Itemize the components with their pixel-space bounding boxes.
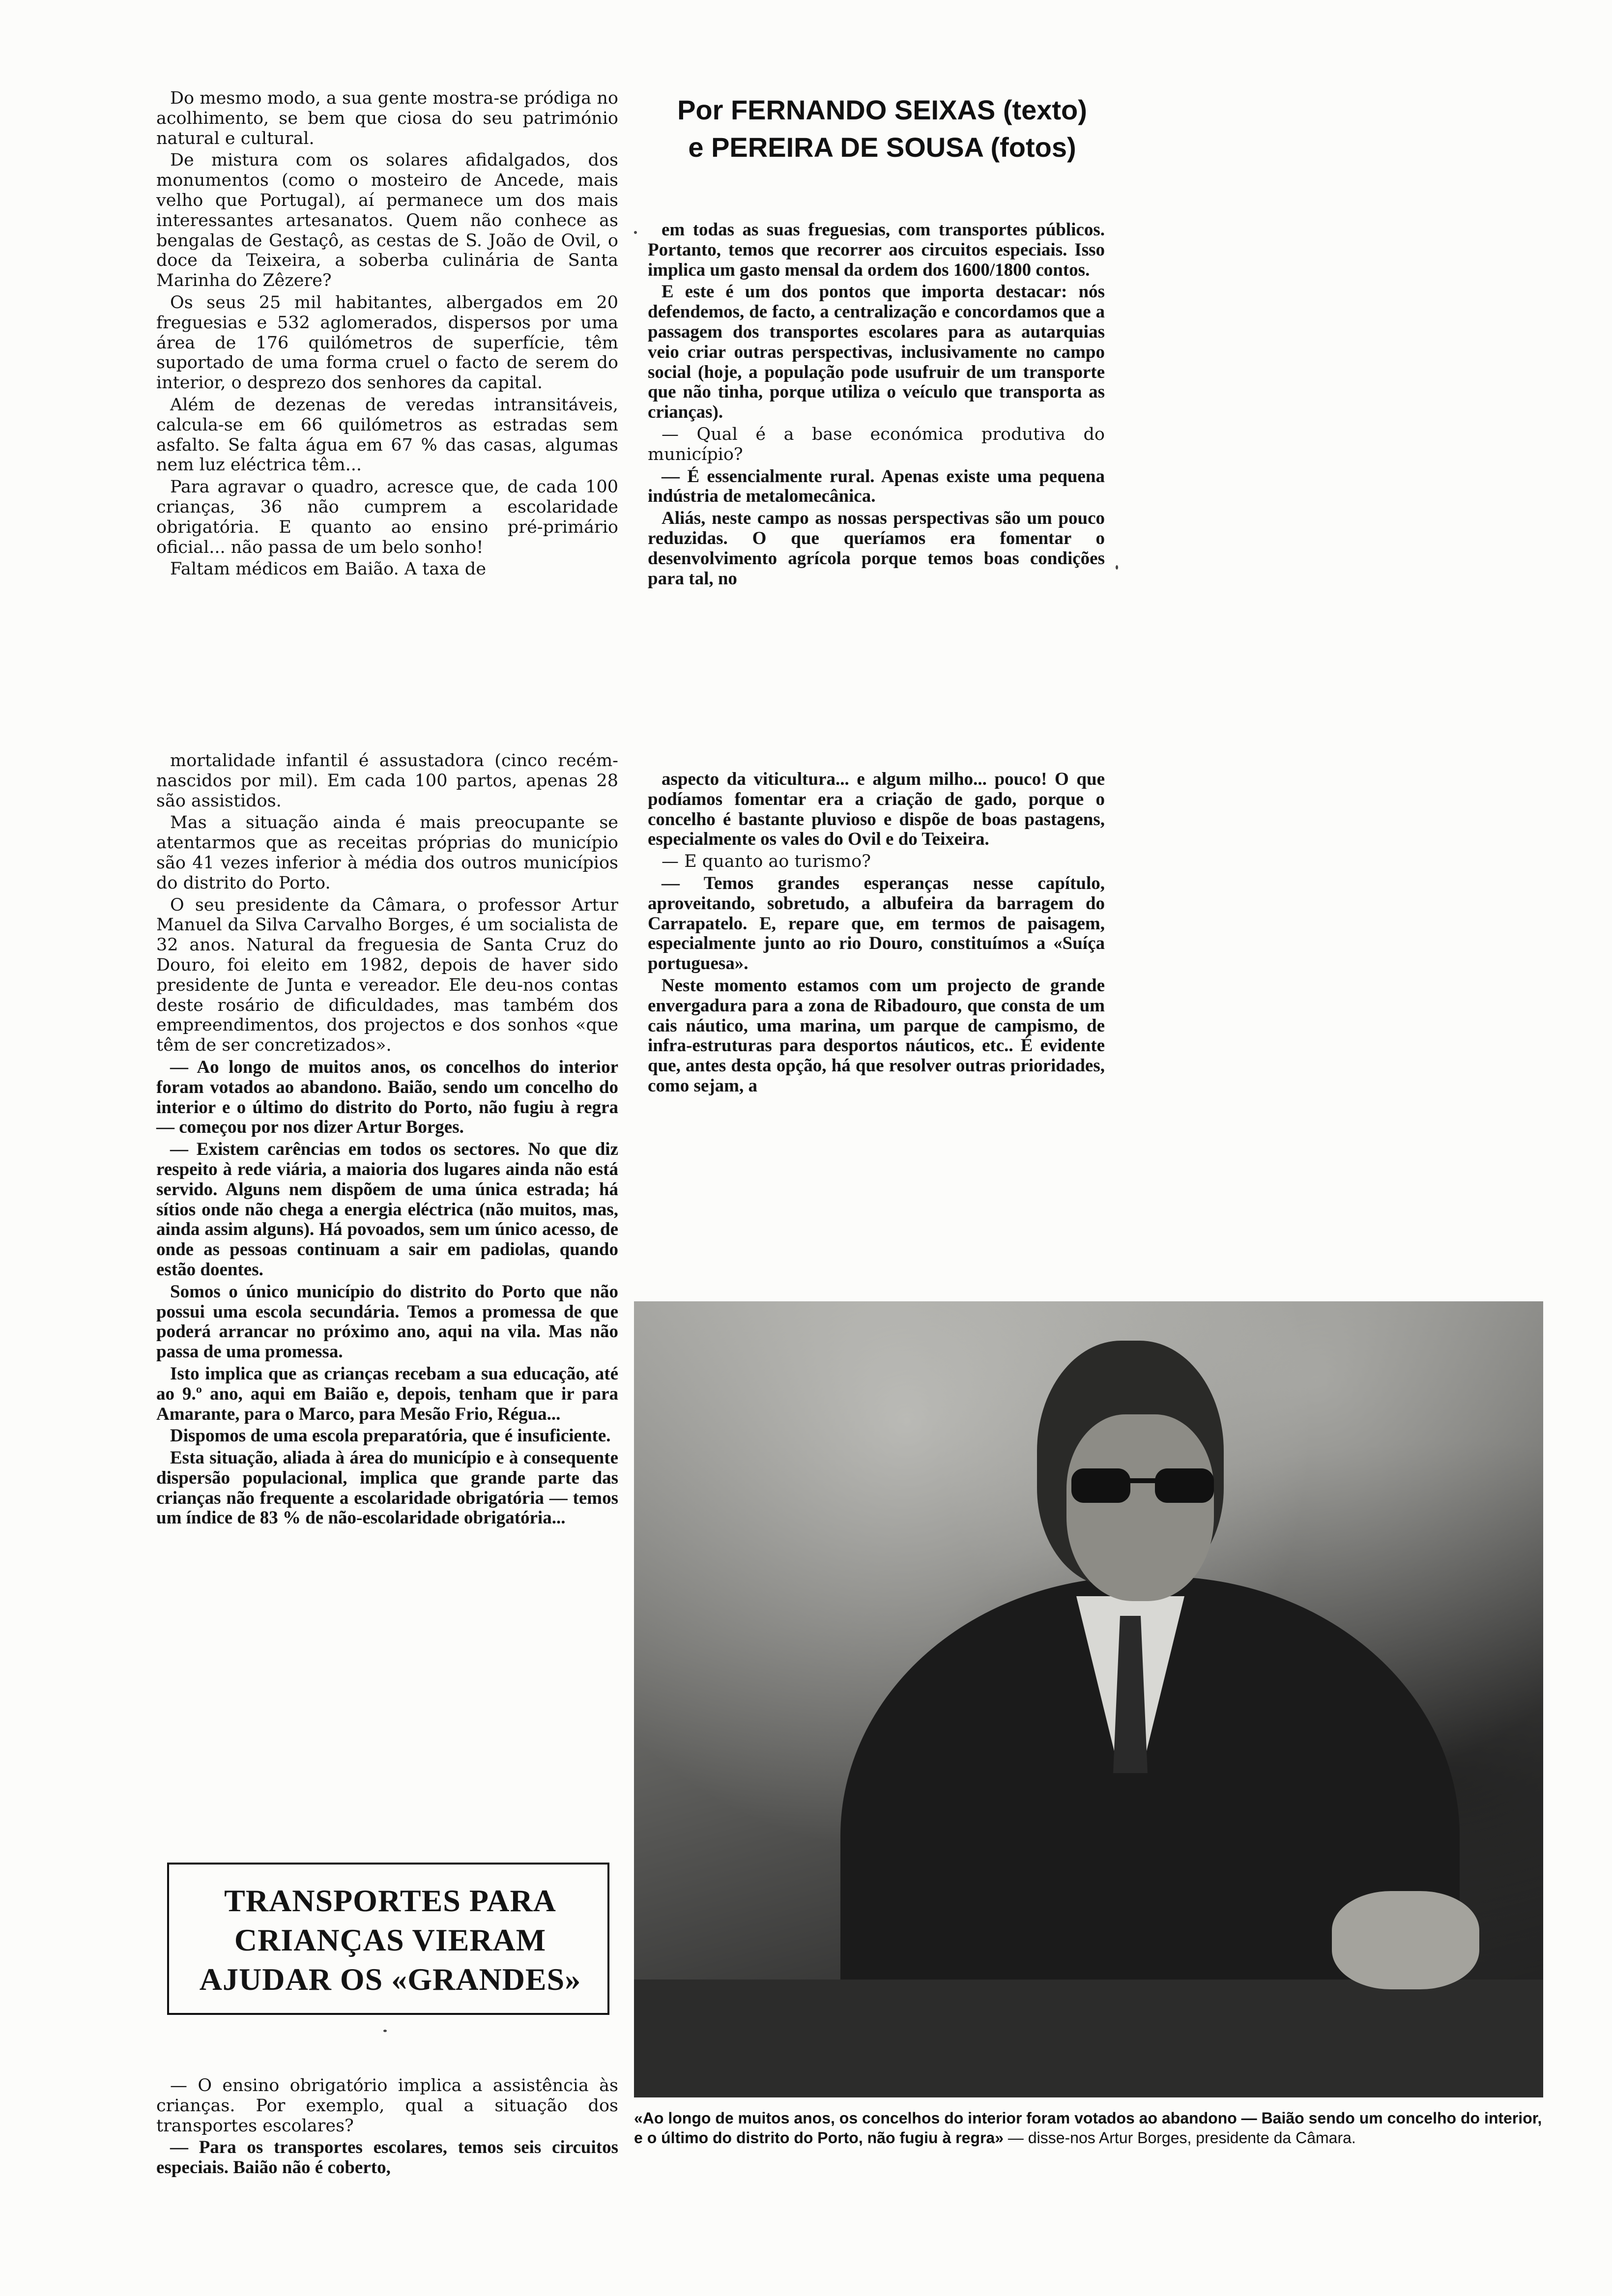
paragraph: — Temos grandes esperanças nesse capítulo, aproveitando, sobretudo, a albufeira da barragem do Carrapatelo. E, repare que, em termos de paisagem, especialmente junto ao rio Douro, constituímos a «Suíça portuguesa».: [648, 873, 1105, 974]
section-heading: TRANSPORTES PARA CRIANÇAS VIERAM AJUDAR OS «GRANDES»: [199, 1883, 581, 1997]
scan-speck: [1116, 565, 1118, 570]
paragraph: O seu presidente da Câmara, o professor Artur Manuel da Silva Carvalho Borges, é um socialista de 32 anos. Natural da freguesia de Santa Cruz do Douro, foi eleito em 1982, depois de haver sido presidente de Junta e vereador. Ele deu-nos contas deste rosário de dificuldades, mas também dos empreendimentos, dos projectos e dos sonhos «que têm de ser concretizados».: [156, 895, 618, 1056]
right-column-top: [648, 220, 1105, 591]
paragraph: mortalidade infantil é assustadora (cinco recém-nascidos por mil). Em cada 100 partos, apenas 28 são assistidos.: [156, 751, 618, 811]
paragraph: Esta situação, aliada à área do município e à consequente dispersão populacional, implica que grande parte das crianças não frequente a escolaridade obrigatória — temos um índice de 83 % de não-escolaridade obrigatória...: [156, 1448, 618, 1528]
paragraph: Do mesmo modo, a sua gente mostra-se pródiga no acolhimento, se bem que ciosa do seu património natural e cultural.: [156, 88, 618, 148]
photo-figure-face: [1066, 1414, 1214, 1601]
caption-attribution: — disse-nos Artur Borges, presidente da Câmara.: [1008, 2129, 1356, 2147]
paragraph: Neste momento estamos com um projecto de grande envergadura para a zona de Ribadouro, que consta de um cais náutico, uma marina, um parque de campismo, de infra-estruturas para desportos náuticos, etc.. É evidente que, antes desta opção, há que resolver outras prioridades, como sejam, a: [648, 975, 1105, 1096]
byline-photos: e PEREIRA DE SOUSA (fotos): [688, 132, 1076, 163]
paragraph: Isto implica que as crianças recebam a sua educação, até ao 9.º ano, aqui em Baião e, depois, tenham que ir para Amarante, para o Marco, para Mesão Frio, Régua...: [156, 1363, 618, 1424]
paragraph: Somos o único município do distrito do Porto que não possui uma escola secundária. Temos a promessa de que poderá arrancar no próximo ano, aqui na vila. Mas não passa de uma promessa.: [156, 1281, 618, 1362]
paragraph: Aliás, neste campo as nossas perspectivas são um pouco reduzidas. O que queríamos era fomentar o desenvolvimento agrícola porque temos boas condições para tal, no: [648, 508, 1105, 589]
left-column-bottom: [156, 751, 618, 1530]
caption-quote: «Ao longo de muitos anos, os concelhos do interior foram votados ao abandono — Baião sendo um concelho do interior, e o último do distrito do Porto, não fugiu à regra»: [634, 2109, 1542, 2147]
paragraph: — Qual é a base económica produtiva do município?: [648, 424, 1105, 464]
paragraph: De mistura com os solares afidalgados, dos monumentos (como o mosteiro de Ancede, mais velho que Portugal), aí permanece um dos mais interessantes artesanatos. Quem não conhece as bengalas de Gestaçô, as cestas de S. João de Ovil, o doce da Teixeira, a soberba culinária de Santa Marinha do Zêzere?: [156, 150, 618, 291]
photo-desk: [634, 1980, 1543, 2097]
right-column-bottom: [648, 770, 1105, 1098]
paragraph: Para agravar o quadro, acresce que, de cada 100 crianças, 36 não cumprem a escolaridade obrigatória. E quanto ao ensino pré-primário oficial... não passa de um belo sonho!: [156, 477, 618, 557]
photo-caption: [634, 2108, 1548, 2148]
paragraph: Os seus 25 mil habitantes, albergados em 20 freguesias e 532 aglomerados, dispersos por uma área de 176 quilómetros de superfície, têm suportado de uma forma cruel o facto de serem do interior, o desprezo dos senhores da capital.: [156, 292, 618, 393]
scan-speck: [634, 231, 637, 234]
portrait-photo: [634, 1301, 1543, 2097]
photo-figure-hand: [1332, 1891, 1479, 1989]
paragraph: E este é um dos pontos que importa destacar: nós defendemos, de facto, a centralização e concordamos que a passagem dos transportes escolares para as autarquias veio criar outras perspectivas, inclusivamente no campo social (hoje, a população pode usufruir de um transporte que não tinha, porque utiliza o veículo que transporta as crianças).: [648, 282, 1105, 423]
paragraph: — Existem carências em todos os sectores. No que diz respeito à rede viária, a maioria dos lugares ainda não está servido. Alguns nem dispõem de uma única estrada; há sítios onde não chega a energia eléctrica (não muitos, mas, ainda assim alguns). Há povoados, sem um único acesso, de onde as pessoas continuam a sair em padiolas, quando estão doentes.: [156, 1139, 618, 1280]
paragraph: Dispomos de uma escola preparatória, que é insuficiente.: [170, 1426, 611, 1446]
paragraph: Faltam médicos em Baião. A taxa de: [170, 559, 487, 579]
scan-speck: [383, 2030, 387, 2032]
paragraph: — Ao longo de muitos anos, os concelhos do interior foram votados ao abandono. Baião, sendo um concelho do interior e o último do distrito do Porto, não fugiu à regra — começou por nos dizer Artur Borges.: [156, 1057, 618, 1138]
section-heading-box: [167, 1863, 609, 2015]
paragraph: aspecto da viticultura... e algum milho... pouco! O que podíamos fomentar era a criação de gado, porque o concelho é bastante pluvioso e dispõe de boas pastagens, especialmente os vales do Ovil e do Teixeira.: [648, 769, 1105, 850]
paragraph: em todas as suas freguesias, com transportes públicos. Portanto, temos que recorrer aos circuitos especiais. Isso implica um gasto mensal da ordem dos 1600/1800 contos.: [648, 220, 1105, 280]
paragraph: — Para os transportes escolares, temos seis circuitos especiais. Baião não é coberto,: [156, 2137, 618, 2178]
paragraph: — E quanto ao turismo?: [662, 852, 871, 872]
byline-text: Por FERNANDO SEIXAS (texto): [677, 94, 1087, 125]
paragraph: Além de dezenas de veredas intransitáveis, calcula-se em 66 quilómetros as estradas sem asfalto. Se falta água em 67 % das casas, algumas nem luz eléctrica têm...: [156, 395, 618, 475]
left-column-top: [156, 88, 618, 581]
glasses-icon: [1066, 1464, 1219, 1508]
paragraph: — É essencialmente rural. Apenas existe uma pequena indústria de metalomecânica.: [648, 466, 1105, 507]
byline: [656, 91, 1108, 166]
paragraph: — O ensino obrigatório implica a assistência às crianças. Por exemplo, qual a situação dos transportes escolares?: [156, 2076, 618, 2136]
left-column-end: [156, 2076, 618, 2180]
paragraph: Mas a situação ainda é mais preocupante se atentarmos que as receitas próprias do município são 41 vezes inferior à média dos outros municípios do distrito do Porto.: [156, 813, 618, 893]
